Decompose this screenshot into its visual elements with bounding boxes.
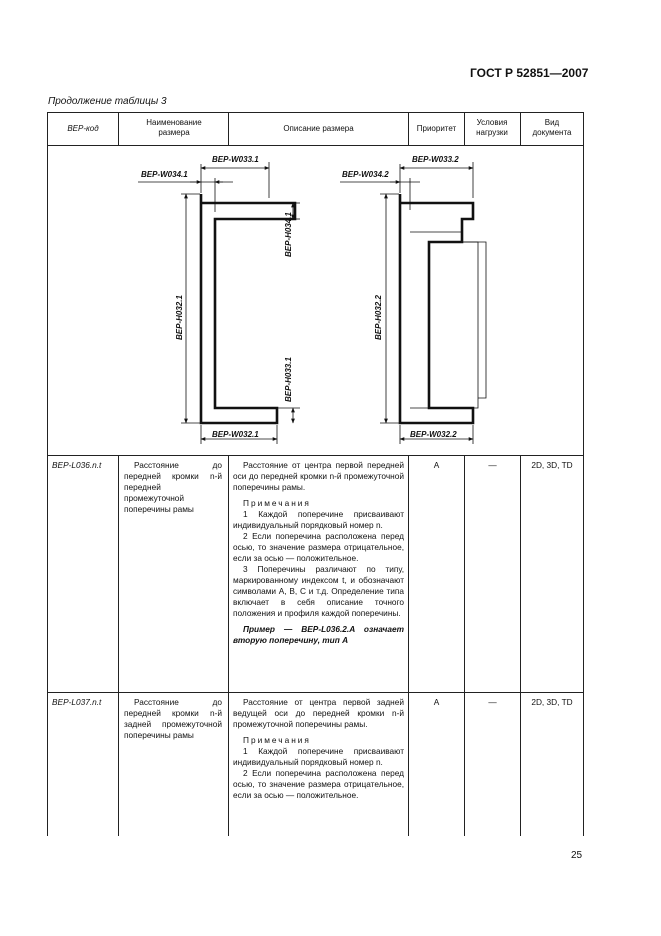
row1-example: Пример — BEP-L036.2.A означает вторую поперечину, тип А: [233, 624, 404, 645]
right-frame-profile: [400, 194, 473, 423]
row1-desc-main: Расстояние от центра первой передней оси до передней кромки n-й промежуточной поперечины рамы.: [233, 460, 404, 492]
svg-text:BEP-W032.2: BEP-W032.2: [410, 430, 457, 439]
row2-notes-title: Примечания: [243, 735, 311, 745]
svg-text:BEP-H033.1: BEP-H033.1: [284, 357, 293, 402]
header-priority: Приоритет: [416, 124, 457, 133]
svg-text:BEP-W033.1: BEP-W033.1: [212, 155, 259, 164]
row1-load: —: [488, 460, 497, 470]
svg-text:BEP-W034.2: BEP-W034.2: [342, 170, 389, 179]
row2-note-2: 2 Если поперечина расположена перед осью, то значение размера отрицательное, если за осью — положительное.: [233, 768, 404, 800]
header-load: Условия нагрузки: [476, 118, 508, 137]
svg-text:BEP-W033.2: BEP-W033.2: [412, 155, 459, 164]
frame-dimension-figure: [48, 146, 583, 455]
svg-text:BEP-W032.1: BEP-W032.1: [212, 430, 259, 439]
svg-text:BEP-H034.1: BEP-H034.1: [284, 212, 293, 257]
standard-number: ГОСТ Р 52851—2007: [470, 66, 589, 80]
right-frame-hidden-lines: [410, 232, 486, 408]
row1-note-2: 2 Если поперечина расположена перед осью, то значение размера отрицательное, если за осью — положительное.: [233, 531, 404, 563]
row1-name: Расстояние до передней кромки n-й передней промежуточной поперечины рамы: [124, 460, 222, 514]
header-description: Описание размера: [283, 124, 354, 133]
right-dimensions: [340, 162, 473, 444]
row2-note-1: 1 Каждой поперечине присваивают индивидуальный порядковый номер n.: [233, 746, 404, 767]
row2-priority: А: [433, 697, 440, 707]
row2-doc: 2D, 3D, TD: [531, 697, 573, 707]
row2-name: Расстояние до передней кромки n-й задней промежуточной поперечины рамы: [124, 697, 222, 740]
header-name: Наименование размера: [146, 118, 202, 137]
row1-description: [233, 460, 404, 646]
svg-text:BEP-W034.1: BEP-W034.1: [141, 170, 188, 179]
row2-desc-main: Расстояние от центра первой задней ведущей оси до передней кромки n-й промежуточной поперечины рамы.: [233, 697, 404, 729]
row1-priority: А: [433, 460, 440, 470]
row2-load: —: [488, 697, 497, 707]
row2-code: BEP-L037.n.t: [52, 697, 102, 707]
row1-doc: 2D, 3D, TD: [531, 460, 573, 470]
row2-description: [233, 697, 404, 801]
header-doc: Вид документа: [532, 118, 572, 137]
left-dimension-labels: [141, 155, 293, 439]
page-number: 25: [571, 850, 583, 861]
row1-note-3: 3 Поперечины различают по типу, маркированному индексом t, и обозначают символами А, В, С и т.д. Определение типа включает в себя описание точного положения и профиля каждой поперечины.: [233, 564, 404, 618]
header-code: BEP-код: [67, 124, 99, 133]
left-dimensions: [138, 162, 300, 444]
left-frame-profile: [201, 194, 295, 423]
svg-text:BEP-H032.1: BEP-H032.1: [175, 295, 184, 340]
row1-notes-title: Примечания: [243, 498, 311, 508]
svg-text:BEP-H032.2: BEP-H032.2: [374, 295, 383, 340]
row1-code: BEP-L036.n.t: [52, 460, 102, 470]
table-continuation-caption: Продолжение таблицы 3: [48, 96, 167, 107]
row1-note-1: 1 Каждой поперечине присваивают индивидуальный порядковый номер n.: [233, 509, 404, 530]
